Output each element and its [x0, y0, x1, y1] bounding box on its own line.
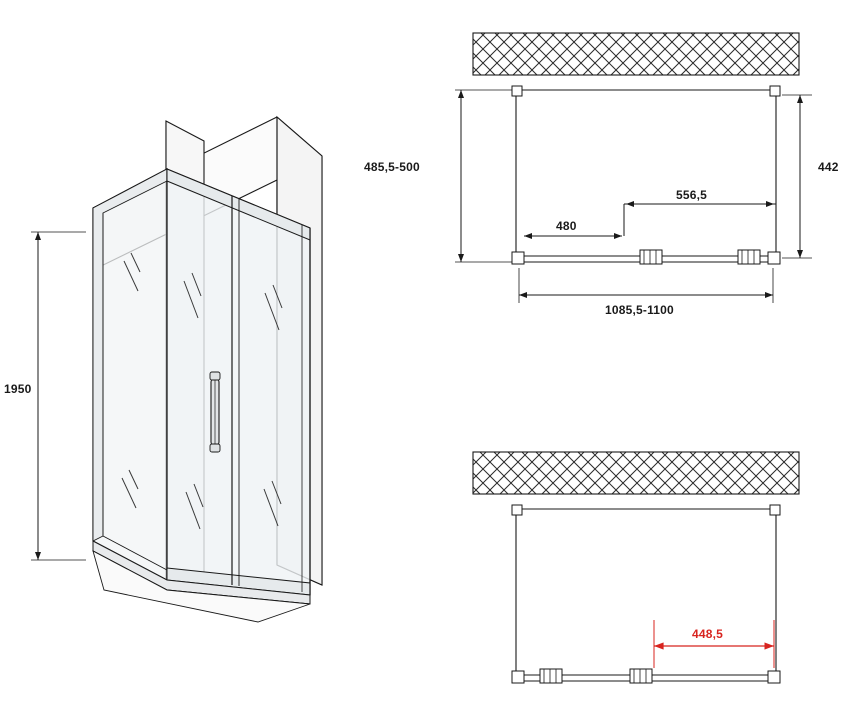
dim-depth-right-label: 442 [818, 160, 839, 174]
overall-width-dimension [519, 268, 773, 303]
dim-inner-left-label: 480 [556, 219, 577, 233]
depth-dimension-right [782, 95, 812, 258]
door-handle-icon [210, 372, 220, 452]
dim-door-opening-label: 448,5 [692, 627, 724, 641]
top-plan-view-upper [455, 33, 812, 303]
dim-height-label: 1950 [4, 382, 32, 396]
top-plan-view-lower [473, 452, 799, 683]
depth-dimension-left [455, 90, 512, 262]
dim-overall-width-label: 1085,5-1100 [605, 303, 674, 317]
isometric-view [31, 117, 322, 622]
dim-inner-right-label: 556,5 [676, 188, 708, 202]
dim-depth-range-label: 485,5-500 [364, 160, 420, 174]
height-dimension [31, 232, 86, 560]
